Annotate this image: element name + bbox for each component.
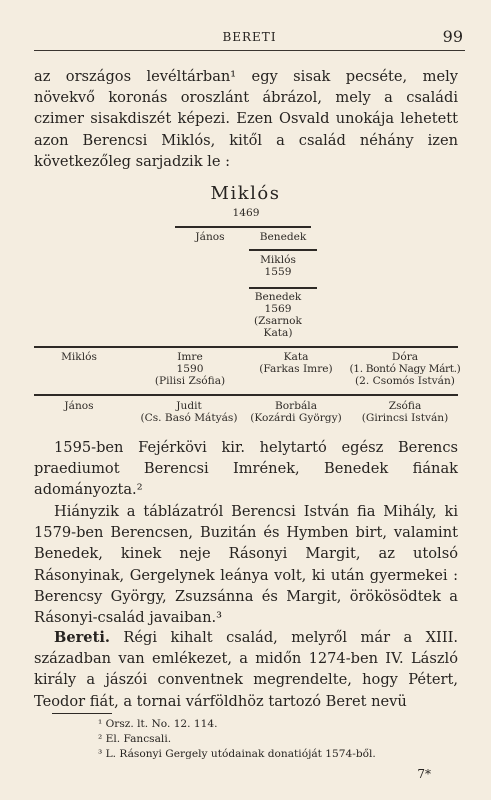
tree-gen5-kata-spouse: (Farkas Imre) bbox=[259, 363, 333, 375]
entry-headword: Bereti. bbox=[54, 629, 110, 646]
tree-gen4-spouse-1: (Zsarnok bbox=[254, 315, 302, 327]
tree-gen6-borbala-spouse: (Kozárdi György) bbox=[250, 412, 342, 424]
tree-gen6-janos: János bbox=[64, 400, 94, 412]
intro-paragraph: az országos levéltárban¹ egy sisak pecséte, mely növekvő koronás oroszlánt ábrázol, mely a családi czimer sisakdiszét képezi. Ezen Osvald unokája lehetett azon Berencsi Miklós, kitől a család néhány izen következőleg sarjadzik le : bbox=[34, 68, 458, 170]
tree-gen5-imre-spouse: (Pilisi Zsófia) bbox=[154, 375, 226, 387]
tree-gen4-name: Benedek bbox=[254, 291, 302, 303]
tree-gen6-zsofia: Zsófia bbox=[388, 400, 422, 412]
footnote-1: ¹ Orsz. lt. No. 12. 114. bbox=[98, 718, 218, 730]
entry-text: Régi kihalt család, melyről már a XIII. században van emlékezet, a midőn 1274-ben IV. László király a jászói conventnek megrendelte, hogy Pétert, Teodor fiát, a tornai várföldhöz tartozó Beret nevü bbox=[34, 629, 458, 710]
footnote-2: ² El. Fancsali. bbox=[98, 733, 172, 745]
tree-root-name: Miklós bbox=[210, 183, 281, 204]
tree-gen4-spouse-2: Kata) bbox=[263, 327, 293, 339]
tree-gen3-year: 1559 bbox=[264, 266, 292, 278]
tree-gen6-borbala: Borbála bbox=[274, 400, 318, 412]
tree-gen2-benedek: Benedek bbox=[259, 231, 307, 243]
tree-gen5-imre-year: 1590 bbox=[176, 363, 204, 375]
tree-gen6-judit-spouse: (Cs. Basó Mátyás) bbox=[140, 412, 238, 424]
tree-bracket-gen3 bbox=[249, 249, 317, 251]
tree-gen5-dora-spouse-1: (1. Bontó Nagy Márt.) bbox=[349, 363, 461, 375]
tree-gen5-kata: Kata bbox=[283, 351, 309, 363]
footnote-3: ³ L. Rásonyi Gergely utódainak donatióját 1574-ből. bbox=[98, 748, 376, 760]
paragraph-1595: 1595-ben Fejérkövi kir. helytartó egész Berencs praediumot Berencsi Imrének, Benedek fiának adományozta.² bbox=[34, 439, 458, 499]
page-header bbox=[34, 27, 465, 51]
tree-gen3-name: Miklós bbox=[260, 254, 296, 266]
tree-gen2-janos: János bbox=[195, 231, 225, 243]
tree-gen6-zsofia-spouse: (Girincsi István) bbox=[361, 412, 449, 424]
tree-gen5-dora: Dóra bbox=[391, 351, 419, 363]
tree-bracket-gen4 bbox=[249, 287, 317, 289]
tree-bracket-gen5 bbox=[34, 346, 458, 348]
paragraph-bereti-entry bbox=[34, 627, 458, 712]
tree-bracket-gen6 bbox=[34, 394, 458, 396]
running-head: BERETI bbox=[222, 30, 277, 44]
tree-gen5-miklos: Miklós bbox=[61, 351, 97, 363]
tree-root-year: 1469 bbox=[232, 207, 260, 219]
paragraph-missing-members: Hiányzik a táblázatról Berencsi István fia Mihály, ki 1579-ben Berencsen, Buzitán és Hymben birt, valamint Benedek, kinek neje Rásonyi Margit, az utolsó Rásonyinak, Gergelynek leánya volt, ki után gyermekei : Berencsy György, Zsuzsánna és Margit, örökösödtek a Rásonyi-család javaiban.³ bbox=[34, 503, 458, 627]
page-number: 99 bbox=[442, 27, 463, 46]
tree-gen5-imre: Imre bbox=[177, 351, 203, 363]
footnote-rule bbox=[52, 713, 112, 714]
tree-bracket-gen2 bbox=[175, 226, 311, 228]
tree-gen5-dora-spouse-2: (2. Csomós István) bbox=[355, 375, 455, 387]
tree-gen6-judit: Judit bbox=[176, 400, 202, 412]
signature-mark: 7* bbox=[417, 767, 431, 781]
tree-gen4-year: 1569 bbox=[264, 303, 292, 315]
